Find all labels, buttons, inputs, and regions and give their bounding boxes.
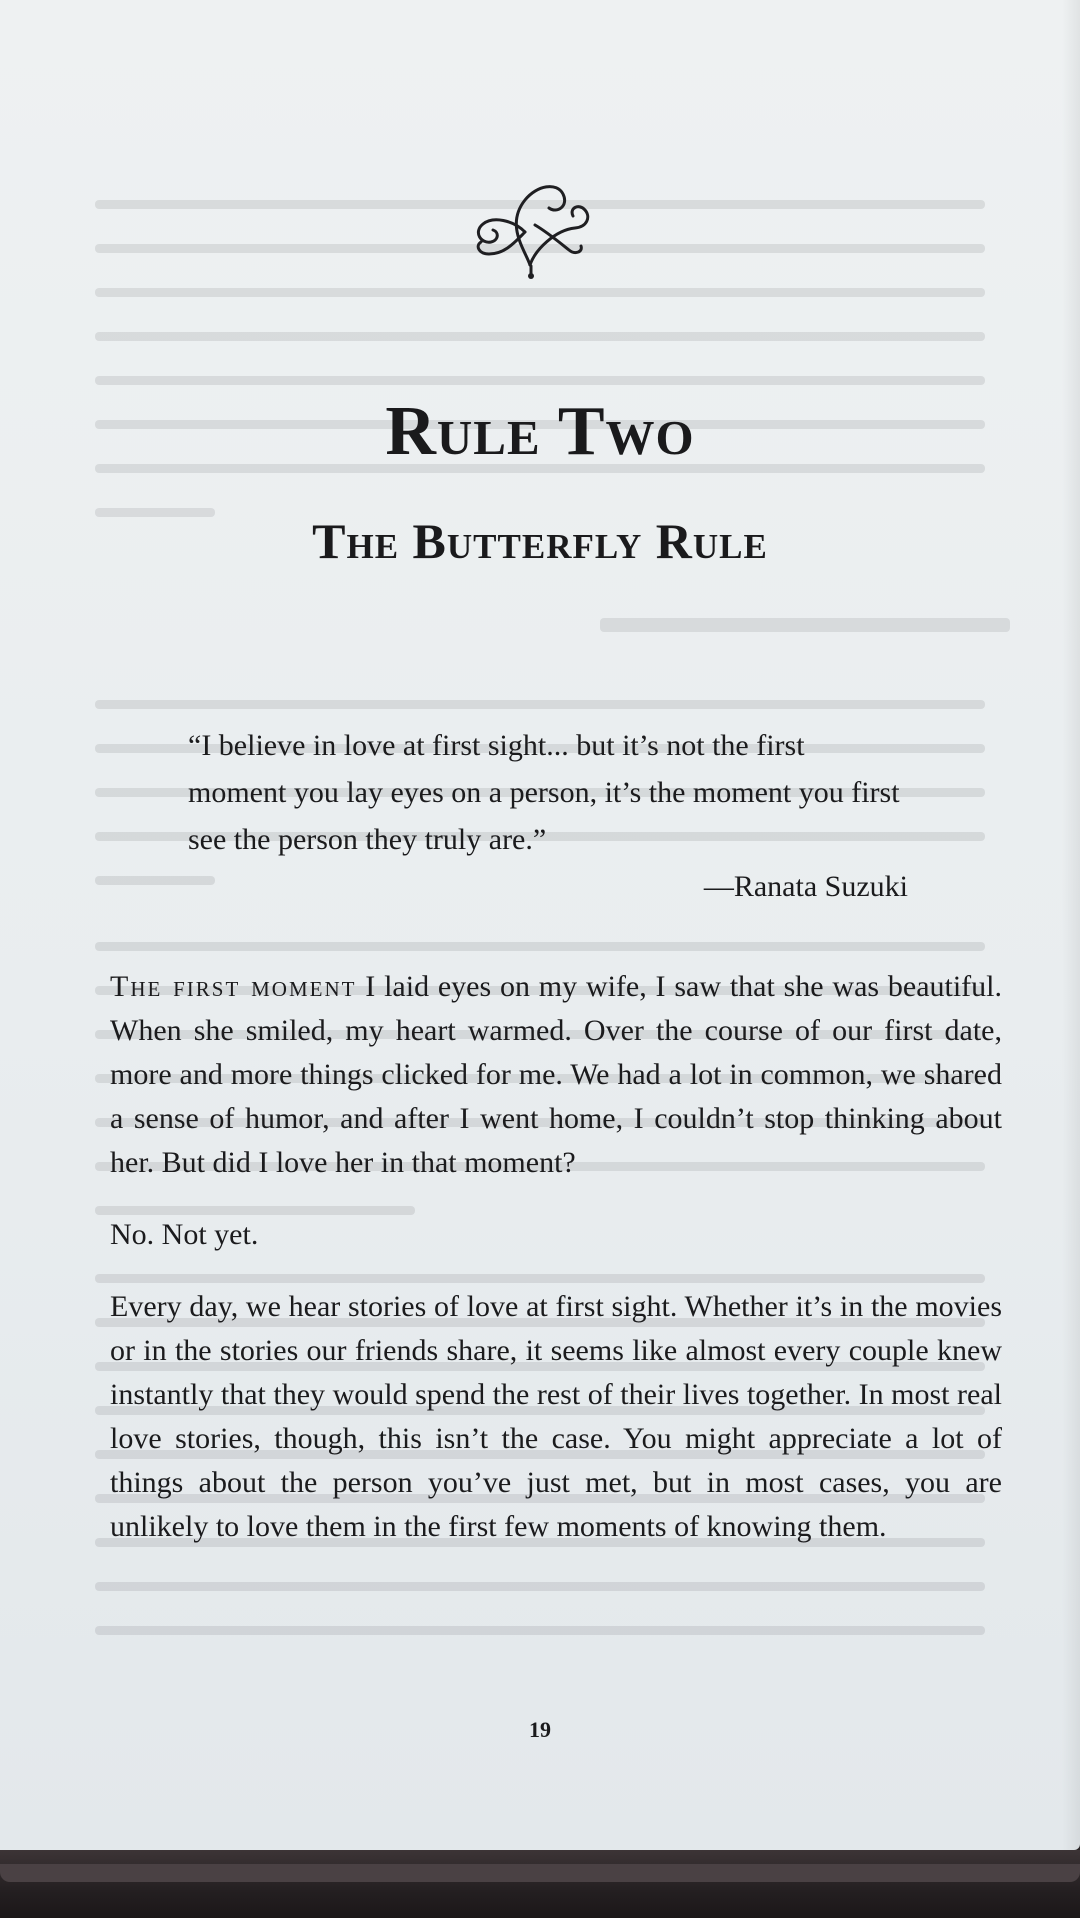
epigraph-quote: “I believe in love at first sight... but it’s not the first moment you lay eyes on a person, it’s the moment you first see the person they truly are.” xyxy=(188,729,900,856)
page-number: 19 xyxy=(529,1717,551,1742)
lead-in-small-caps: The first moment xyxy=(110,970,357,1003)
chapter-title: Rule Two xyxy=(385,393,695,470)
page-edge-shadow xyxy=(1062,0,1080,1850)
epigraph-attribution: —Ranata Suzuki xyxy=(703,870,908,903)
chapter-subtitle: The Butterfly Rule xyxy=(312,513,768,569)
paragraph: Every day, we hear stories of love at first sight. Whether it’s in the movies or in the stories our friends share, it seems like almost every couple knew instantly that they would spend the rest of their lives together. In most real love stories, though, this isn’t the case. You might appreciate a lot of things about the person you’ve just met, but in most cases, you are unlikely to love them in the first few moments of knowing them. xyxy=(110,1290,1002,1543)
paragraph: No. Not yet. xyxy=(110,1218,259,1251)
paragraph xyxy=(110,965,1002,1185)
flourish-ornament-icon xyxy=(465,170,595,280)
epigraph xyxy=(188,722,908,910)
book-binding-edge xyxy=(0,1850,1080,1918)
body-text xyxy=(110,965,1002,1577)
binding-lip xyxy=(0,1864,1080,1882)
paragraph-text: I laid eyes on my wife, I saw that she was beautiful. When she smiled, my heart warmed. Over the course of our first date, more and more things clicked for me. We had a lot in common, we shared a sense of humor, and after I went home, I couldn’t stop thinking about her. But did I love her in that moment? xyxy=(110,970,1003,1179)
